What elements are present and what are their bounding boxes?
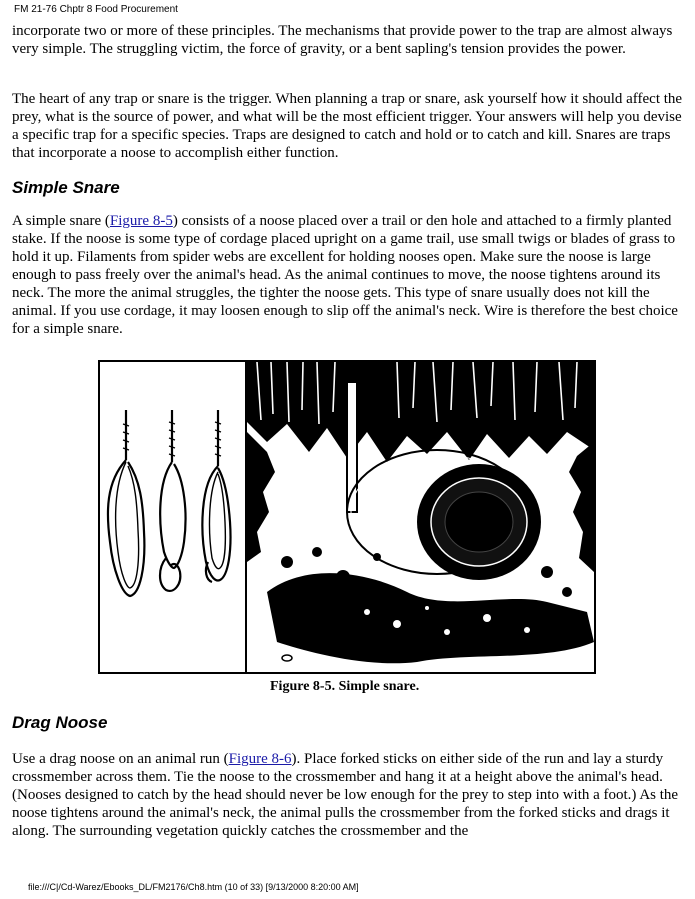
- paragraph-trigger: The heart of any trap or snare is the trigger. When planning a trap or snare, ask yourself how it should affect the prey, what is the source of power, and what will be the most efficient trigger. Your answers will help you devise a specific trap for a specific species. Traps are designed to catch and hold or to catch and kill. Snares are traps that incorporate a noose to accomplish either function.: [12, 91, 683, 161]
- figure-caption: Figure 8-5. Simple snare.: [270, 679, 420, 694]
- text-segment: A simple snare (: [12, 213, 110, 229]
- page-footer: file:///C|/Cd-Warez/Ebooks_DL/FM2176/Ch8.htm (10 of 33) [9/13/2000 8:20:00 AM]: [28, 882, 359, 892]
- den-hole-snare-panel: [247, 362, 594, 672]
- paragraph-principles: incorporate two or more of these principles. The mechanisms that provide power to the trap are almost always very simple. The struggling victim, the force of gravity, or a bent sapling's tension provides the power.: [12, 23, 673, 57]
- den-hole-drawing: [247, 362, 594, 672]
- paragraph-drag-noose: [12, 750, 688, 840]
- simple-snare-figure: [98, 360, 596, 674]
- text-segment: ). Place forked sticks on either side of the run and lay a sturdy crossmember across them. Tie the noose to the crossmember and hang it at a height above the animal's head. (Nooses designed to catch by the head should never be low enough for the prey to step into with a foot.) As the noose tightens around the animal's neck, the animal pulls the crossmember from the forked sticks and drags it along. The surrounding vegetation quickly catches the crossmember and the: [12, 751, 679, 839]
- heading-drag-noose: Drag Noose: [12, 713, 108, 732]
- text-segment: ) consists of a noose placed over a trail or den hole and attached to a firmly planted stake. If the noose is some type of cordage placed upright on a game trail, use small twigs or blades of grass to hold it up. Filaments from spider webs are excellent for holding nooses open. Make sure the noose is large enough to pass freely over the animal's head. As the animal continues to move, the noose tightens around its neck. The more the animal struggles, the tighter the noose gets. This type of snare usually does not kill the animal. If you use cordage, it may loosen enough to slip off the animal's neck. Wire is therefore the best choice for a simple snare.: [12, 213, 678, 337]
- noose-types-panel: [100, 362, 247, 672]
- heading-simple-snare: Simple Snare: [12, 178, 120, 197]
- paragraph-simple-snare: [12, 212, 688, 338]
- noose-drawing: [100, 362, 245, 672]
- page-header: FM 21-76 Chptr 8 Food Procurement: [14, 4, 178, 15]
- figure-8-5-link[interactable]: Figure 8-5: [109, 213, 173, 229]
- text-segment: Use a drag noose on an animal run (: [12, 751, 229, 767]
- figure-8-6-link[interactable]: Figure 8-6: [228, 751, 292, 767]
